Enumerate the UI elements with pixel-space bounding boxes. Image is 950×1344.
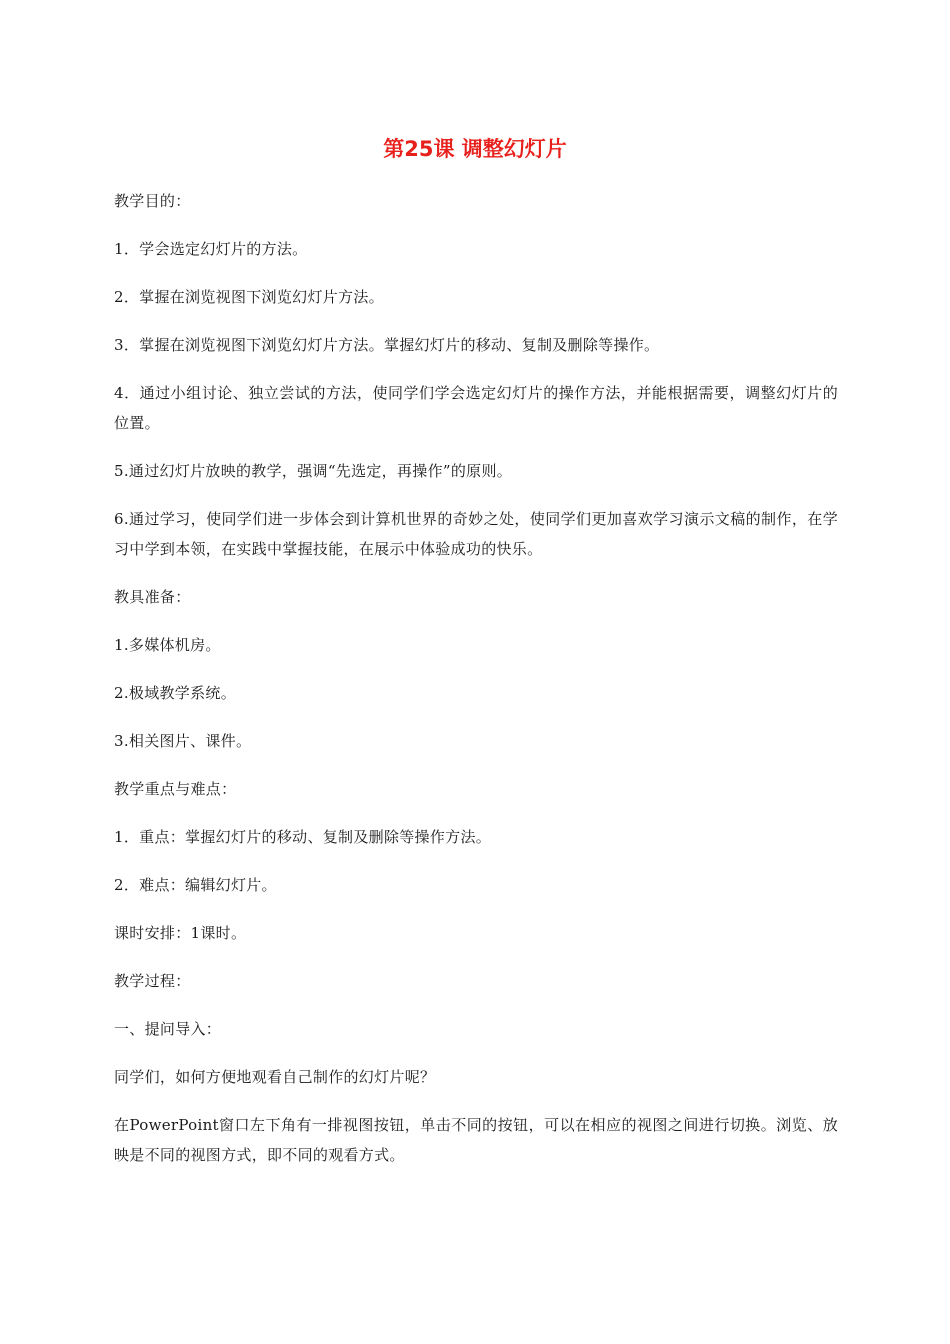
paragraph: 在PowerPoint窗口左下角有一排视图按钮，单击不同的按钮，可以在相应的视图之间进行切换。浏览、放映是不同的视图方式，即不同的观看方式。	[114, 1116, 838, 1164]
paragraph: 1．学会选定幻灯片的方法。	[114, 240, 308, 258]
paragraph: 3．掌握在浏览视图下浏览幻灯片方法。掌握幻灯片的移动、复制及删除等操作。	[114, 336, 660, 354]
paragraph: 2．掌握在浏览视图下浏览幻灯片方法。	[114, 288, 384, 306]
document-body	[114, 186, 838, 1170]
paragraph: 教学过程：	[114, 972, 191, 990]
paragraph: 1.多媒体机房。	[114, 636, 221, 654]
paragraph: 1．重点：掌握幻灯片的移动、复制及删除等操作方法。	[114, 828, 492, 846]
document-title: 第25课 调整幻灯片	[383, 137, 567, 161]
paragraph: 6.通过学习，使同学们进一步体会到计算机世界的奇妙之处，使同学们更加喜欢学习演示文稿的制作，在学习中学到本领，在实践中掌握技能，在展示中体验成功的快乐。	[114, 510, 838, 558]
paragraph: 2.极域教学系统。	[114, 684, 237, 702]
paragraph: 4．通过小组讨论、独立尝试的方法，使同学们学会选定幻灯片的操作方法，并能根据需要，调整幻灯片的位置。	[114, 384, 838, 432]
paragraph: 5.通过幻灯片放映的教学，强调“先选定，再操作”的原则。	[114, 462, 513, 480]
paragraph: 一、提问导入：	[114, 1020, 222, 1038]
paragraph: 教具准备：	[114, 588, 191, 606]
paragraph: 教学重点与难点：	[114, 780, 237, 798]
paragraph: 2．难点：编辑幻灯片。	[114, 876, 277, 894]
paragraph: 课时安排：1课时。	[114, 924, 247, 942]
paragraph: 教学目的：	[114, 192, 191, 210]
paragraph: 同学们，如何方便地观看自己制作的幻灯片呢？	[114, 1068, 436, 1086]
paragraph: 3.相关图片、课件。	[114, 732, 252, 750]
